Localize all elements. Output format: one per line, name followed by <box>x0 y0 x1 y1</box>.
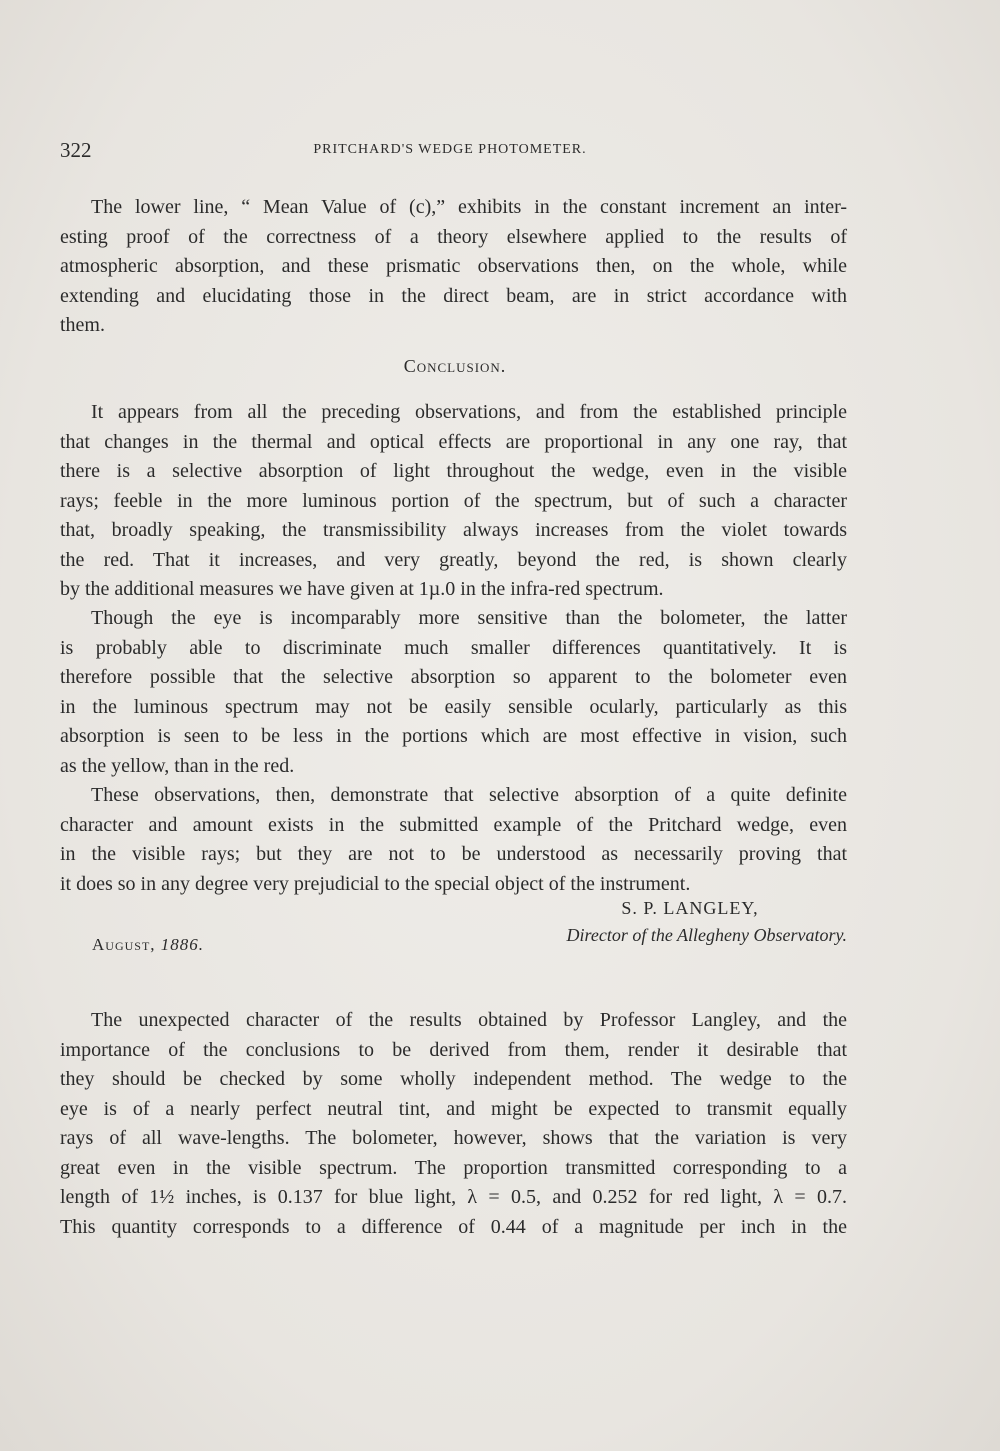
text-line: by the additional measures we have given at 1µ.0 in the infra-red spectrum. <box>60 578 664 600</box>
text-line: extending and elucidating those in the direct beam, are in strict accordance with <box>60 284 847 307</box>
text-line: the red. That it increases, and very greatly, beyond the red, is shown clearly <box>60 548 847 571</box>
text-line: that, broadly speaking, the transmissibility always increases from the violet towards <box>60 519 847 541</box>
text-line: These observations, then, demonstrate that selective absorption of a quite definite <box>91 784 847 806</box>
text-line: absorption is seen to be less in the portions which are most effective in vision, such <box>60 725 847 747</box>
closing-paragraph <box>60 1006 847 1242</box>
text-line: length of 1½ inches, is 0.137 for blue light, λ = 0.5, and 0.252 for red light, λ = 0.7. <box>60 1186 847 1208</box>
text-line: importance of the conclusions to be derived from them, render it desirable that <box>60 1038 847 1061</box>
text-line: character and amount exists in the submitted example of the Pritchard wedge, even <box>60 813 847 836</box>
date-year: 1886. <box>160 935 205 954</box>
conclusion-paragraph-2 <box>60 604 847 781</box>
text-line: The unexpected character of the results obtained by Professor Langley, and the <box>91 1009 847 1031</box>
signature-date <box>92 935 204 955</box>
text-line: there is a selective absorption of light throughout the wedge, even in the visible <box>60 460 847 482</box>
text-line: is probably able to discriminate much smaller differences quantitatively. It is <box>60 636 847 659</box>
text-line: Though the eye is incomparably more sensitive than the bolometer, the latter <box>91 607 847 629</box>
text-line: that changes in the thermal and optical effects are proportional in any one ray, that <box>60 430 847 453</box>
text-line: they should be checked by some wholly independent method. The wedge to the <box>60 1068 847 1090</box>
text-line: therefore possible that the selective absorption so apparent to the bolometer even <box>60 666 847 688</box>
conclusion-paragraph-3 <box>60 781 847 899</box>
text-line: This quantity corresponds to a difference of 0.44 of a magnitude per inch in the <box>60 1215 847 1238</box>
conclusion-paragraph-1 <box>60 398 847 605</box>
text-line: in the visible rays; but they are not to be understood as necessarily proving that <box>60 843 847 865</box>
text-line: It appears from all the preceding observations, and from the established principle <box>91 401 847 423</box>
text-line: The lower line, “ Mean Value of (c),” exhibits in the constant increment an inter- <box>91 196 847 218</box>
intro-paragraph <box>60 193 847 341</box>
text-line: them. <box>60 314 105 336</box>
section-title: Conclusion. <box>403 356 507 376</box>
text-line: eye is of a nearly perfect neutral tint, and might be expected to transmit equally <box>60 1097 847 1120</box>
signature-name: S. P. LANGLEY, <box>621 898 759 918</box>
text-line: esting proof of the correctness of a theory elsewhere applied to the results of <box>60 225 847 248</box>
text-line: as the yellow, than in the red. <box>60 754 295 777</box>
text-line: in the luminous spectrum may not be easily sensible ocularly, particularly as this <box>60 695 847 718</box>
signature-title: Director of the Allegheny Observatory. <box>566 925 847 945</box>
date-month: August, <box>92 935 156 954</box>
text-line: it does so in any degree very prejudicial to the special object of the instrument. <box>60 872 691 895</box>
page-number: 322 <box>60 138 92 162</box>
text-line: atmospheric absorption, and these prismatic observations then, on the whole, while <box>60 255 847 277</box>
text-line: rays of all wave-lengths. The bolometer, however, shows that the variation is very <box>60 1127 847 1149</box>
running-title: PRITCHARD'S WEDGE PHOTOMETER. <box>313 142 587 157</box>
text-line: rays; feeble in the more luminous portion of the spectrum, but of such a character <box>60 489 847 512</box>
text-line: great even in the visible spectrum. The proportion transmitted corresponding to a <box>60 1156 847 1179</box>
